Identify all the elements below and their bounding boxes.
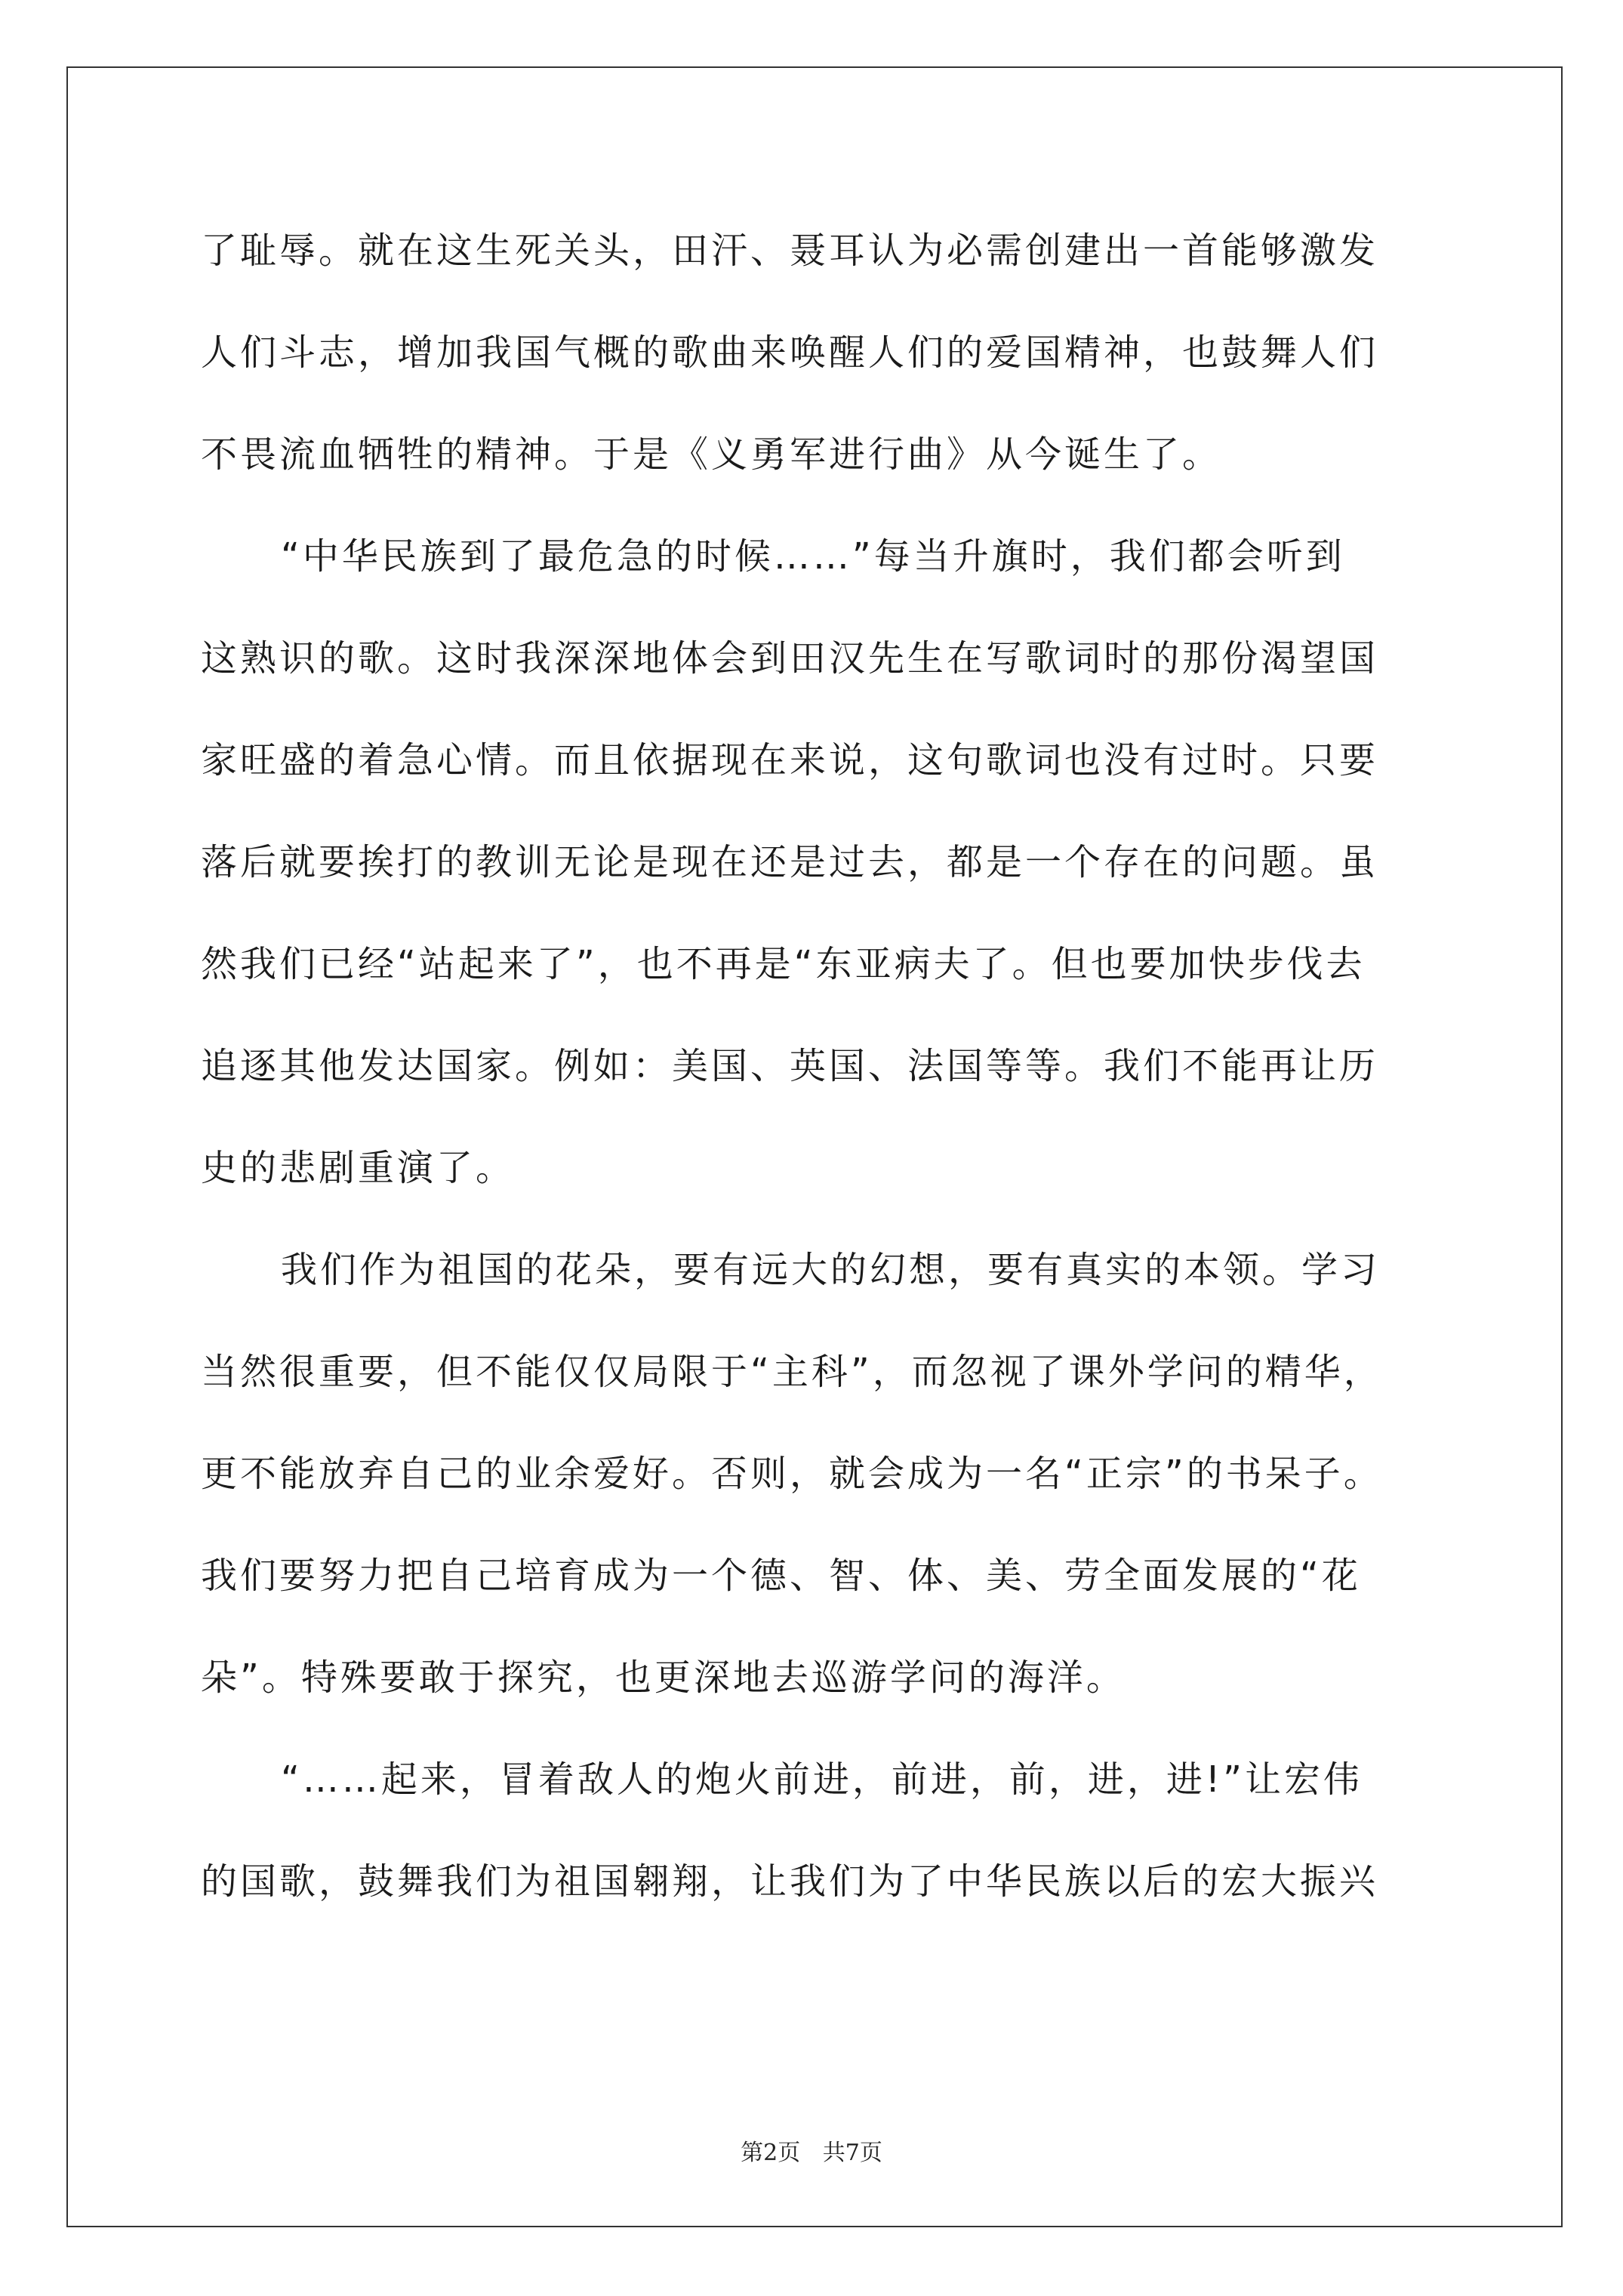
page-total: 共7页: [822, 2140, 882, 2166]
text-line: 的国歌，鼓舞我们为祖国翱翔，让我们为了中华民族以后的宏大振兴: [201, 1860, 1379, 1903]
text-line: 更不能放弃自己的业余爱好。否则，就会成为一名“正宗”的书呆子。: [201, 1453, 1383, 1495]
text-line: 朵”。特殊要敢于探究，也更深地去巡游学问的海洋。: [201, 1657, 1126, 1699]
text-line: 这熟识的歌。这时我深深地体会到田汉先生在写歌词时的那份渴望国: [201, 637, 1379, 680]
text-line: 家旺盛的着急心情。而且依据现在来说，这句歌词也没有过时。只要: [201, 739, 1379, 781]
text-line: 然我们已经“站起来了”，也不再是“东亚病夫了。但也要加快步伐去: [201, 943, 1366, 985]
text-line: 我们要努力把自己培育成为一个德、智、体、美、劳全面发展的“花: [201, 1555, 1361, 1597]
page-number: 第2页: [741, 2140, 801, 2166]
text-line: 史的悲剧重演了。: [201, 1147, 516, 1189]
text-line: 落后就要挨打的教训无论是现在还是过去，都是一个存在的问题。虽: [201, 841, 1379, 883]
text-line: 了耻辱。就在这生死关头，田汗、聂耳认为必需创建出一首能够激发: [201, 230, 1379, 272]
document-body: [201, 219, 1439, 1952]
page-footer: [0, 2134, 1623, 2167]
text-line: 追逐其他发达国家。例如：美国、英国、法国等等。我们不能再让历: [201, 1045, 1379, 1087]
text-line: 不畏流血牺牲的精神。于是《义勇军进行曲》从今诞生了。: [201, 433, 1222, 476]
paragraph-start-line: 我们作为祖国的花朵，要有远大的幻想，要有真实的本领。学习: [281, 1249, 1381, 1291]
paragraph-start-line: “中华民族到了最危急的时候……”每当升旗时，我们都会听到: [281, 535, 1345, 578]
text-line: 人们斗志，增加我国气概的歌曲来唤醒人们的爱国精神，也鼓舞人们: [201, 331, 1379, 374]
paragraph-start-line: “……起来，冒着敌人的炮火前进，前进，前，进，进!”让宏伟: [281, 1758, 1363, 1801]
text-line: 当然很重要，但不能仅仅局限于“主科”，而忽视了课外学问的精华，: [201, 1351, 1383, 1393]
